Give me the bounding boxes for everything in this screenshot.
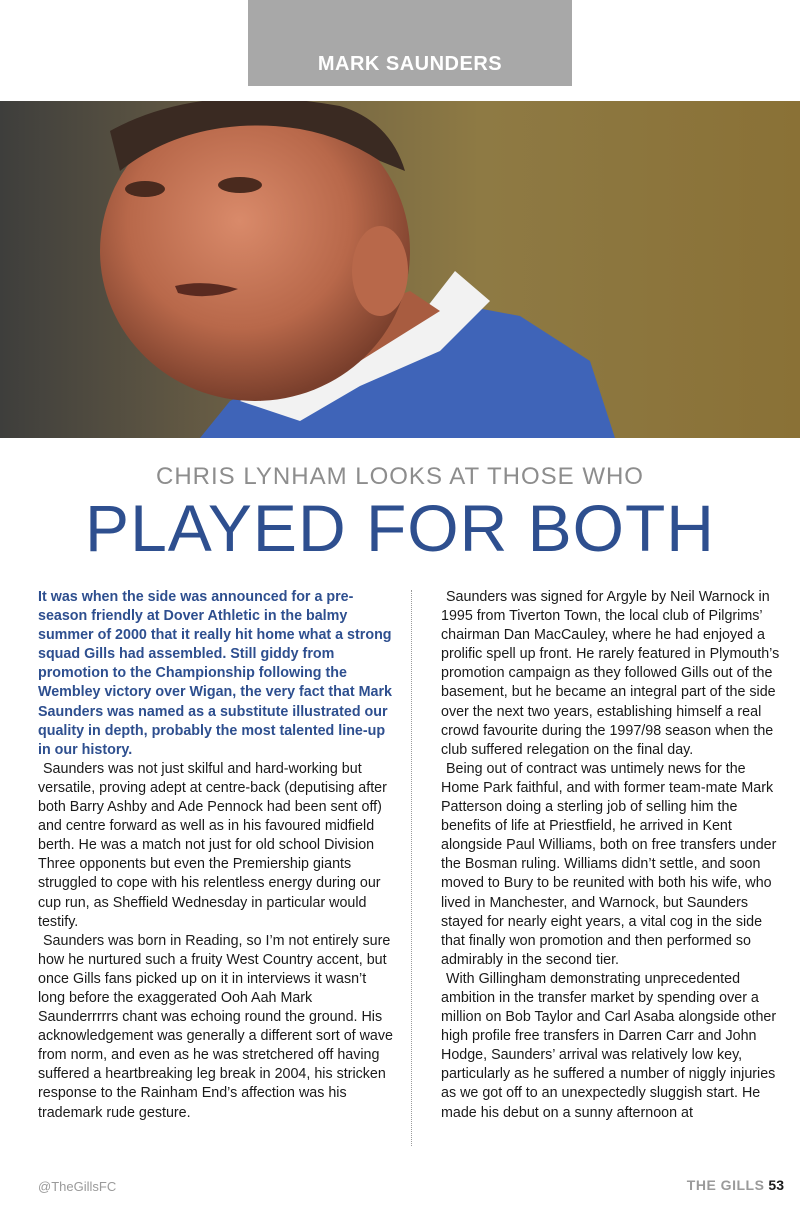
body-paragraph: With Gillingham demonstrating unprecedented ambition in the transfer market by spending over a million on Bob Taylor and Carl Asaba alongside other high profile free transfers in Darren Carr and John Hodge, Saunders’ arrival was relatively low key, particularly as he suffered a number of niggly injuries as we got off to an unexpectedly sluggish start. He made his debut on a sunny afternoon at	[441, 970, 777, 1121]
player-photo	[0, 101, 800, 438]
page-footer	[687, 1177, 784, 1193]
magazine-name: THE GILLS	[686, 1177, 765, 1193]
page-number: 53	[768, 1177, 784, 1193]
column-divider	[411, 590, 412, 1146]
headline: PLAYED FOR BOTH	[85, 491, 715, 565]
article-column-left	[38, 588, 394, 1123]
section-tab-label: MARK SAUNDERS	[317, 53, 503, 75]
body-paragraph: Saunders was signed for Argyle by Neil Warnock in 1995 from Tiverton Town, the local club of Pilgrims’ chairman Dan MacCauley, where he had enjoyed a prolific spell up front. He rarely featured in Plymouth’s promotion campaign as they followed Gills out of the basement, but he became an integral part of the side over the next two years, establishing himself a real crowd favourite during the 1997/98 season when the club suffered relegation on the final day.	[441, 589, 780, 758]
section-tab	[248, 0, 572, 86]
lead-paragraph: It was when the side was announced for a pre-season friendly at Dover Athletic in the balmy summer of 2000 that it really hit home what a strong squad Gills had assembled. Still giddy from promotion to the Championship following the Wembley victory over Wigan, the very fact that Mark Saunders was named as a substitute illustrated our quality in depth, probably the most talented line-up in our history.	[38, 589, 392, 758]
kicker: CHRIS LYNHAM LOOKS AT THOSE WHO	[156, 463, 644, 490]
article-column-right	[441, 588, 787, 1123]
body-paragraph: Saunders was not just skilful and hard-working but versatile, proving adept at centre-back (deputising after both Barry Ashby and Ade Pennock had been sent off) and centre forward as well as in his favoured midfield berth. He was a match not just for old school Division Three opponents but even the Premiership giants struggled to cope with his relentless energy during our cup run, as Sheffield Wednesday in particular would testify.	[38, 760, 387, 930]
body-paragraph: Being out of contract was untimely news for the Home Park faithful, and with former team-mate Mark Patterson doing a sterling job of selling him the benefits of life at Priestfield, he arrived in Kent alongside Paul Williams, both on free transfers under the Bosman ruling. Williams didn’t settle, and soon moved to Bury to be reunited with both his wife, who lived in Manchester, and Warnock, but Saunders stayed for nearly eight years, a vital cog in the side that finally won promotion and then performed so admirably in the second tier.	[441, 760, 777, 968]
body-paragraph: Saunders was born in Reading, so I’m not entirely sure how he nurtured such a fruity West Country accent, but once Gills fans picked up on it in interviews it wasn’t long before the exaggerated Ooh Aah Mark Saunderrrrrs chant was echoing round the ground. His acknowledgement was generally a different sort of wave from norm, and even as he was stretchered off having suffered a heartbreaking leg break in 2004, his stricken response to the Rainham End’s affection was his trademark rude gesture.	[38, 932, 393, 1121]
social-handle: @TheGillsFC	[38, 1179, 117, 1194]
